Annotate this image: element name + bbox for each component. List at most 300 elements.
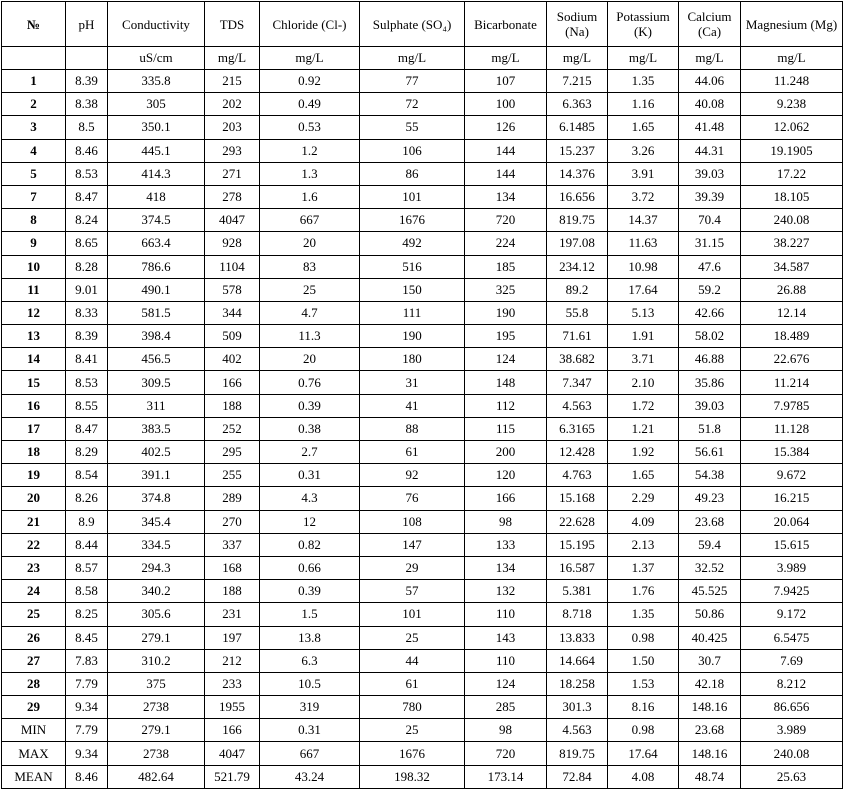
cell-chloride: 667 xyxy=(260,209,360,232)
cell-magnesium: 18.105 xyxy=(741,185,843,208)
cell-ph: 8.24 xyxy=(66,209,108,232)
cell-ph: 8.5 xyxy=(66,116,108,139)
cell-bicarbonate: 133 xyxy=(465,533,547,556)
table-row xyxy=(2,93,843,116)
cell-conductivity: 279.1 xyxy=(108,626,205,649)
summary-row xyxy=(2,719,843,742)
cell-calcium: 40.08 xyxy=(679,93,741,116)
cell-bicarbonate: 98 xyxy=(465,510,547,533)
cell-conductivity: 2738 xyxy=(108,742,205,765)
cell-magnesium: 18.489 xyxy=(741,325,843,348)
cell-conductivity: 663.4 xyxy=(108,232,205,255)
cell-potassium: 10.98 xyxy=(608,255,679,278)
table-row xyxy=(2,556,843,579)
cell-sulphate: 72 xyxy=(360,93,465,116)
cell-sodium: 8.718 xyxy=(547,603,608,626)
cell-magnesium: 12.062 xyxy=(741,116,843,139)
cell-ph: 7.79 xyxy=(66,719,108,742)
cell-sample-id: 18 xyxy=(2,441,66,464)
cell-tds: 215 xyxy=(205,70,260,93)
cell-sodium: 18.258 xyxy=(547,672,608,695)
table-row xyxy=(2,580,843,603)
cell-calcium: 42.66 xyxy=(679,301,741,324)
cell-sample-id: 19 xyxy=(2,464,66,487)
cell-calcium: 51.8 xyxy=(679,417,741,440)
cell-bicarbonate: 107 xyxy=(465,70,547,93)
cell-conductivity: 2738 xyxy=(108,696,205,719)
cell-bicarbonate: 124 xyxy=(465,348,547,371)
cell-ph: 8.44 xyxy=(66,533,108,556)
unit-cell: mg/L xyxy=(679,47,741,70)
cell-magnesium: 22.676 xyxy=(741,348,843,371)
cell-bicarbonate: 185 xyxy=(465,255,547,278)
cell-ph: 8.53 xyxy=(66,371,108,394)
cell-potassium: 1.35 xyxy=(608,603,679,626)
cell-magnesium: 16.215 xyxy=(741,487,843,510)
cell-conductivity: 398.4 xyxy=(108,325,205,348)
cell-sodium: 4.763 xyxy=(547,464,608,487)
col-header-calcium: Calcium (Ca) xyxy=(679,2,741,47)
cell-bicarbonate: 126 xyxy=(465,116,547,139)
cell-chloride: 20 xyxy=(260,348,360,371)
cell-potassium: 14.37 xyxy=(608,209,679,232)
cell-sulphate: 1676 xyxy=(360,742,465,765)
cell-conductivity: 445.1 xyxy=(108,139,205,162)
cell-sample-id: 15 xyxy=(2,371,66,394)
cell-sodium: 13.833 xyxy=(547,626,608,649)
cell-chloride: 6.3 xyxy=(260,649,360,672)
cell-sodium: 38.682 xyxy=(547,348,608,371)
cell-tds: 255 xyxy=(205,464,260,487)
unit-cell: mg/L xyxy=(741,47,843,70)
cell-potassium: 5.13 xyxy=(608,301,679,324)
cell-calcium: 40.425 xyxy=(679,626,741,649)
cell-bicarbonate: 144 xyxy=(465,162,547,185)
cell-chloride: 1.5 xyxy=(260,603,360,626)
cell-potassium: 0.98 xyxy=(608,719,679,742)
unit-cell: uS/cm xyxy=(108,47,205,70)
cell-sulphate: 198.32 xyxy=(360,765,465,788)
cell-sample-id: MEAN xyxy=(2,765,66,788)
cell-conductivity: 402.5 xyxy=(108,441,205,464)
cell-chloride: 0.31 xyxy=(260,719,360,742)
cell-calcium: 56.61 xyxy=(679,441,741,464)
cell-tds: 295 xyxy=(205,441,260,464)
cell-chloride: 0.92 xyxy=(260,70,360,93)
cell-tds: 402 xyxy=(205,348,260,371)
cell-potassium: 1.92 xyxy=(608,441,679,464)
cell-sodium: 72.84 xyxy=(547,765,608,788)
cell-calcium: 59.2 xyxy=(679,278,741,301)
cell-sodium: 89.2 xyxy=(547,278,608,301)
cell-chloride: 0.53 xyxy=(260,116,360,139)
cell-chloride: 0.82 xyxy=(260,533,360,556)
cell-ph: 9.01 xyxy=(66,278,108,301)
cell-sulphate: 61 xyxy=(360,441,465,464)
cell-chloride: 25 xyxy=(260,278,360,301)
cell-sample-id: 24 xyxy=(2,580,66,603)
cell-ph: 8.28 xyxy=(66,255,108,278)
col-header-magnesium: Magnesium (Mg) xyxy=(741,2,843,47)
cell-conductivity: 490.1 xyxy=(108,278,205,301)
cell-sodium: 12.428 xyxy=(547,441,608,464)
cell-conductivity: 456.5 xyxy=(108,348,205,371)
cell-potassium: 1.72 xyxy=(608,394,679,417)
cell-tds: 928 xyxy=(205,232,260,255)
cell-sample-id: 25 xyxy=(2,603,66,626)
cell-calcium: 39.03 xyxy=(679,162,741,185)
cell-potassium: 1.76 xyxy=(608,580,679,603)
cell-magnesium: 240.08 xyxy=(741,742,843,765)
cell-sample-id: 14 xyxy=(2,348,66,371)
cell-magnesium: 15.615 xyxy=(741,533,843,556)
cell-bicarbonate: 200 xyxy=(465,441,547,464)
cell-magnesium: 6.5475 xyxy=(741,626,843,649)
cell-tds: 270 xyxy=(205,510,260,533)
cell-sodium: 6.363 xyxy=(547,93,608,116)
cell-sulphate: 86 xyxy=(360,162,465,185)
cell-ph: 8.39 xyxy=(66,70,108,93)
cell-potassium: 0.98 xyxy=(608,626,679,649)
cell-ph: 8.65 xyxy=(66,232,108,255)
cell-potassium: 1.16 xyxy=(608,93,679,116)
cell-sodium: 55.8 xyxy=(547,301,608,324)
cell-calcium: 70.4 xyxy=(679,209,741,232)
cell-bicarbonate: 325 xyxy=(465,278,547,301)
cell-sodium: 5.381 xyxy=(547,580,608,603)
cell-magnesium: 11.248 xyxy=(741,70,843,93)
cell-tds: 1104 xyxy=(205,255,260,278)
table-row xyxy=(2,325,843,348)
cell-conductivity: 786.6 xyxy=(108,255,205,278)
cell-chloride: 4.3 xyxy=(260,487,360,510)
cell-magnesium: 12.14 xyxy=(741,301,843,324)
unit-cell: mg/L xyxy=(608,47,679,70)
cell-sodium: 16.587 xyxy=(547,556,608,579)
cell-calcium: 44.31 xyxy=(679,139,741,162)
cell-calcium: 30.7 xyxy=(679,649,741,672)
cell-conductivity: 350.1 xyxy=(108,116,205,139)
cell-ph: 9.34 xyxy=(66,696,108,719)
cell-sample-id: 12 xyxy=(2,301,66,324)
cell-conductivity: 294.3 xyxy=(108,556,205,579)
cell-chloride: 1.2 xyxy=(260,139,360,162)
cell-magnesium: 240.08 xyxy=(741,209,843,232)
cell-sulphate: 150 xyxy=(360,278,465,301)
cell-potassium: 4.08 xyxy=(608,765,679,788)
col-header-conductivity: Conductivity xyxy=(108,2,205,47)
col-header-chloride: Chloride (Cl-) xyxy=(260,2,360,47)
cell-conductivity: 414.3 xyxy=(108,162,205,185)
cell-calcium: 35.86 xyxy=(679,371,741,394)
cell-tds: 188 xyxy=(205,394,260,417)
cell-tds: 233 xyxy=(205,672,260,695)
cell-magnesium: 19.1905 xyxy=(741,139,843,162)
table-row xyxy=(2,672,843,695)
table-row xyxy=(2,278,843,301)
col-header-potassium: Potassium (K) xyxy=(608,2,679,47)
cell-chloride: 11.3 xyxy=(260,325,360,348)
cell-sodium: 4.563 xyxy=(547,719,608,742)
cell-magnesium: 8.212 xyxy=(741,672,843,695)
cell-magnesium: 7.69 xyxy=(741,649,843,672)
cell-calcium: 148.16 xyxy=(679,696,741,719)
cell-sulphate: 25 xyxy=(360,626,465,649)
cell-chloride: 1.3 xyxy=(260,162,360,185)
cell-potassium: 3.72 xyxy=(608,185,679,208)
cell-magnesium: 11.128 xyxy=(741,417,843,440)
cell-magnesium: 38.227 xyxy=(741,232,843,255)
cell-calcium: 39.03 xyxy=(679,394,741,417)
cell-potassium: 11.63 xyxy=(608,232,679,255)
cell-conductivity: 305.6 xyxy=(108,603,205,626)
cell-magnesium: 25.63 xyxy=(741,765,843,788)
table-row xyxy=(2,116,843,139)
col-header-bicarbonate: Bicarbonate xyxy=(465,2,547,47)
cell-bicarbonate: 195 xyxy=(465,325,547,348)
cell-conductivity: 334.5 xyxy=(108,533,205,556)
cell-conductivity: 310.2 xyxy=(108,649,205,672)
cell-magnesium: 34.587 xyxy=(741,255,843,278)
cell-sulphate: 44 xyxy=(360,649,465,672)
cell-sulphate: 108 xyxy=(360,510,465,533)
cell-chloride: 0.76 xyxy=(260,371,360,394)
cell-magnesium: 9.238 xyxy=(741,93,843,116)
cell-chloride: 0.31 xyxy=(260,464,360,487)
table-row xyxy=(2,441,843,464)
cell-chloride: 10.5 xyxy=(260,672,360,695)
cell-bicarbonate: 134 xyxy=(465,185,547,208)
cell-ph: 8.55 xyxy=(66,394,108,417)
unit-cell: mg/L xyxy=(465,47,547,70)
cell-ph: 8.58 xyxy=(66,580,108,603)
table-row xyxy=(2,255,843,278)
cell-conductivity: 482.64 xyxy=(108,765,205,788)
cell-conductivity: 311 xyxy=(108,394,205,417)
cell-chloride: 43.24 xyxy=(260,765,360,788)
cell-potassium: 3.71 xyxy=(608,348,679,371)
unit-cell xyxy=(66,47,108,70)
cell-sulphate: 61 xyxy=(360,672,465,695)
cell-sodium: 14.664 xyxy=(547,649,608,672)
cell-sodium: 71.61 xyxy=(547,325,608,348)
cell-conductivity: 391.1 xyxy=(108,464,205,487)
cell-sodium: 15.237 xyxy=(547,139,608,162)
unit-cell: mg/L xyxy=(205,47,260,70)
cell-sulphate: 111 xyxy=(360,301,465,324)
cell-ph: 8.57 xyxy=(66,556,108,579)
table-row xyxy=(2,301,843,324)
cell-sample-id: 1 xyxy=(2,70,66,93)
cell-conductivity: 305 xyxy=(108,93,205,116)
cell-conductivity: 309.5 xyxy=(108,371,205,394)
cell-potassium: 17.64 xyxy=(608,278,679,301)
cell-sodium: 14.376 xyxy=(547,162,608,185)
cell-potassium: 1.65 xyxy=(608,116,679,139)
cell-sodium: 22.628 xyxy=(547,510,608,533)
cell-sample-id: 23 xyxy=(2,556,66,579)
cell-potassium: 1.91 xyxy=(608,325,679,348)
cell-sodium: 819.75 xyxy=(547,742,608,765)
cell-bicarbonate: 173.14 xyxy=(465,765,547,788)
cell-bicarbonate: 110 xyxy=(465,603,547,626)
cell-magnesium: 9.172 xyxy=(741,603,843,626)
cell-ph: 8.47 xyxy=(66,185,108,208)
summary-row xyxy=(2,742,843,765)
cell-magnesium: 3.989 xyxy=(741,719,843,742)
cell-sodium: 7.215 xyxy=(547,70,608,93)
cell-ph: 8.41 xyxy=(66,348,108,371)
cell-sodium: 819.75 xyxy=(547,209,608,232)
cell-sulphate: 25 xyxy=(360,719,465,742)
col-header-tds: TDS xyxy=(205,2,260,47)
table-row xyxy=(2,139,843,162)
cell-bicarbonate: 224 xyxy=(465,232,547,255)
cell-sodium: 16.656 xyxy=(547,185,608,208)
cell-sample-id: 29 xyxy=(2,696,66,719)
cell-tds: 166 xyxy=(205,719,260,742)
cell-bicarbonate: 144 xyxy=(465,139,547,162)
cell-bicarbonate: 134 xyxy=(465,556,547,579)
cell-chloride: 83 xyxy=(260,255,360,278)
summary-row xyxy=(2,765,843,788)
cell-sodium: 4.563 xyxy=(547,394,608,417)
cell-sulphate: 92 xyxy=(360,464,465,487)
cell-chloride: 2.7 xyxy=(260,441,360,464)
cell-sample-id: MAX xyxy=(2,742,66,765)
cell-sample-id: 3 xyxy=(2,116,66,139)
cell-tds: 4047 xyxy=(205,742,260,765)
cell-tds: 197 xyxy=(205,626,260,649)
cell-sodium: 6.1485 xyxy=(547,116,608,139)
cell-tds: 212 xyxy=(205,649,260,672)
cell-ph: 8.26 xyxy=(66,487,108,510)
cell-ph: 8.46 xyxy=(66,765,108,788)
cell-potassium: 1.37 xyxy=(608,556,679,579)
cell-sample-id: 17 xyxy=(2,417,66,440)
cell-tds: 203 xyxy=(205,116,260,139)
cell-ph: 8.46 xyxy=(66,139,108,162)
units-row xyxy=(2,47,843,70)
cell-potassium: 3.91 xyxy=(608,162,679,185)
cell-sulphate: 88 xyxy=(360,417,465,440)
cell-sodium: 7.347 xyxy=(547,371,608,394)
cell-sulphate: 190 xyxy=(360,325,465,348)
cell-ph: 7.83 xyxy=(66,649,108,672)
table-row xyxy=(2,70,843,93)
cell-ph: 8.39 xyxy=(66,325,108,348)
cell-bicarbonate: 720 xyxy=(465,742,547,765)
cell-sulphate: 41 xyxy=(360,394,465,417)
cell-tds: 278 xyxy=(205,185,260,208)
cell-potassium: 3.26 xyxy=(608,139,679,162)
cell-potassium: 8.16 xyxy=(608,696,679,719)
cell-bicarbonate: 285 xyxy=(465,696,547,719)
table-row xyxy=(2,649,843,672)
cell-tds: 4047 xyxy=(205,209,260,232)
unit-cell: mg/L xyxy=(360,47,465,70)
cell-potassium: 1.65 xyxy=(608,464,679,487)
cell-bicarbonate: 120 xyxy=(465,464,547,487)
cell-chloride: 4.7 xyxy=(260,301,360,324)
cell-tds: 188 xyxy=(205,580,260,603)
cell-bicarbonate: 166 xyxy=(465,487,547,510)
cell-tds: 344 xyxy=(205,301,260,324)
table-row xyxy=(2,487,843,510)
cell-chloride: 0.39 xyxy=(260,580,360,603)
cell-conductivity: 340.2 xyxy=(108,580,205,603)
cell-conductivity: 345.4 xyxy=(108,510,205,533)
cell-ph: 8.38 xyxy=(66,93,108,116)
cell-calcium: 59.4 xyxy=(679,533,741,556)
cell-sample-id: 27 xyxy=(2,649,66,672)
cell-sulphate: 516 xyxy=(360,255,465,278)
cell-sodium: 15.195 xyxy=(547,533,608,556)
cell-sample-id: 21 xyxy=(2,510,66,533)
cell-chloride: 667 xyxy=(260,742,360,765)
cell-calcium: 41.48 xyxy=(679,116,741,139)
cell-tds: 168 xyxy=(205,556,260,579)
cell-conductivity: 383.5 xyxy=(108,417,205,440)
cell-calcium: 58.02 xyxy=(679,325,741,348)
table-row xyxy=(2,371,843,394)
cell-chloride: 1.6 xyxy=(260,185,360,208)
table-row xyxy=(2,510,843,533)
col-header-number: № xyxy=(2,2,66,47)
cell-chloride: 12 xyxy=(260,510,360,533)
cell-sodium: 301.3 xyxy=(547,696,608,719)
cell-calcium: 50.86 xyxy=(679,603,741,626)
cell-conductivity: 375 xyxy=(108,672,205,695)
cell-sample-id: 26 xyxy=(2,626,66,649)
cell-calcium: 44.06 xyxy=(679,70,741,93)
cell-sulphate: 1676 xyxy=(360,209,465,232)
cell-tds: 293 xyxy=(205,139,260,162)
table-row xyxy=(2,603,843,626)
cell-magnesium: 15.384 xyxy=(741,441,843,464)
cell-tds: 289 xyxy=(205,487,260,510)
cell-conductivity: 335.8 xyxy=(108,70,205,93)
cell-magnesium: 17.22 xyxy=(741,162,843,185)
cell-tds: 509 xyxy=(205,325,260,348)
cell-ph: 9.34 xyxy=(66,742,108,765)
cell-bicarbonate: 132 xyxy=(465,580,547,603)
cell-ph: 8.53 xyxy=(66,162,108,185)
cell-bicarbonate: 720 xyxy=(465,209,547,232)
cell-sulphate: 780 xyxy=(360,696,465,719)
cell-potassium: 1.53 xyxy=(608,672,679,695)
cell-calcium: 47.6 xyxy=(679,255,741,278)
cell-sample-id: 16 xyxy=(2,394,66,417)
cell-ph: 8.25 xyxy=(66,603,108,626)
cell-calcium: 49.23 xyxy=(679,487,741,510)
unit-cell: mg/L xyxy=(547,47,608,70)
cell-bicarbonate: 124 xyxy=(465,672,547,695)
cell-calcium: 46.88 xyxy=(679,348,741,371)
cell-tds: 252 xyxy=(205,417,260,440)
cell-magnesium: 11.214 xyxy=(741,371,843,394)
cell-sample-id: 10 xyxy=(2,255,66,278)
cell-calcium: 32.52 xyxy=(679,556,741,579)
cell-calcium: 23.68 xyxy=(679,719,741,742)
cell-magnesium: 86.656 xyxy=(741,696,843,719)
cell-sample-id: 20 xyxy=(2,487,66,510)
cell-tds: 231 xyxy=(205,603,260,626)
unit-cell: mg/L xyxy=(260,47,360,70)
cell-potassium: 2.29 xyxy=(608,487,679,510)
cell-chloride: 13.8 xyxy=(260,626,360,649)
cell-calcium: 23.68 xyxy=(679,510,741,533)
